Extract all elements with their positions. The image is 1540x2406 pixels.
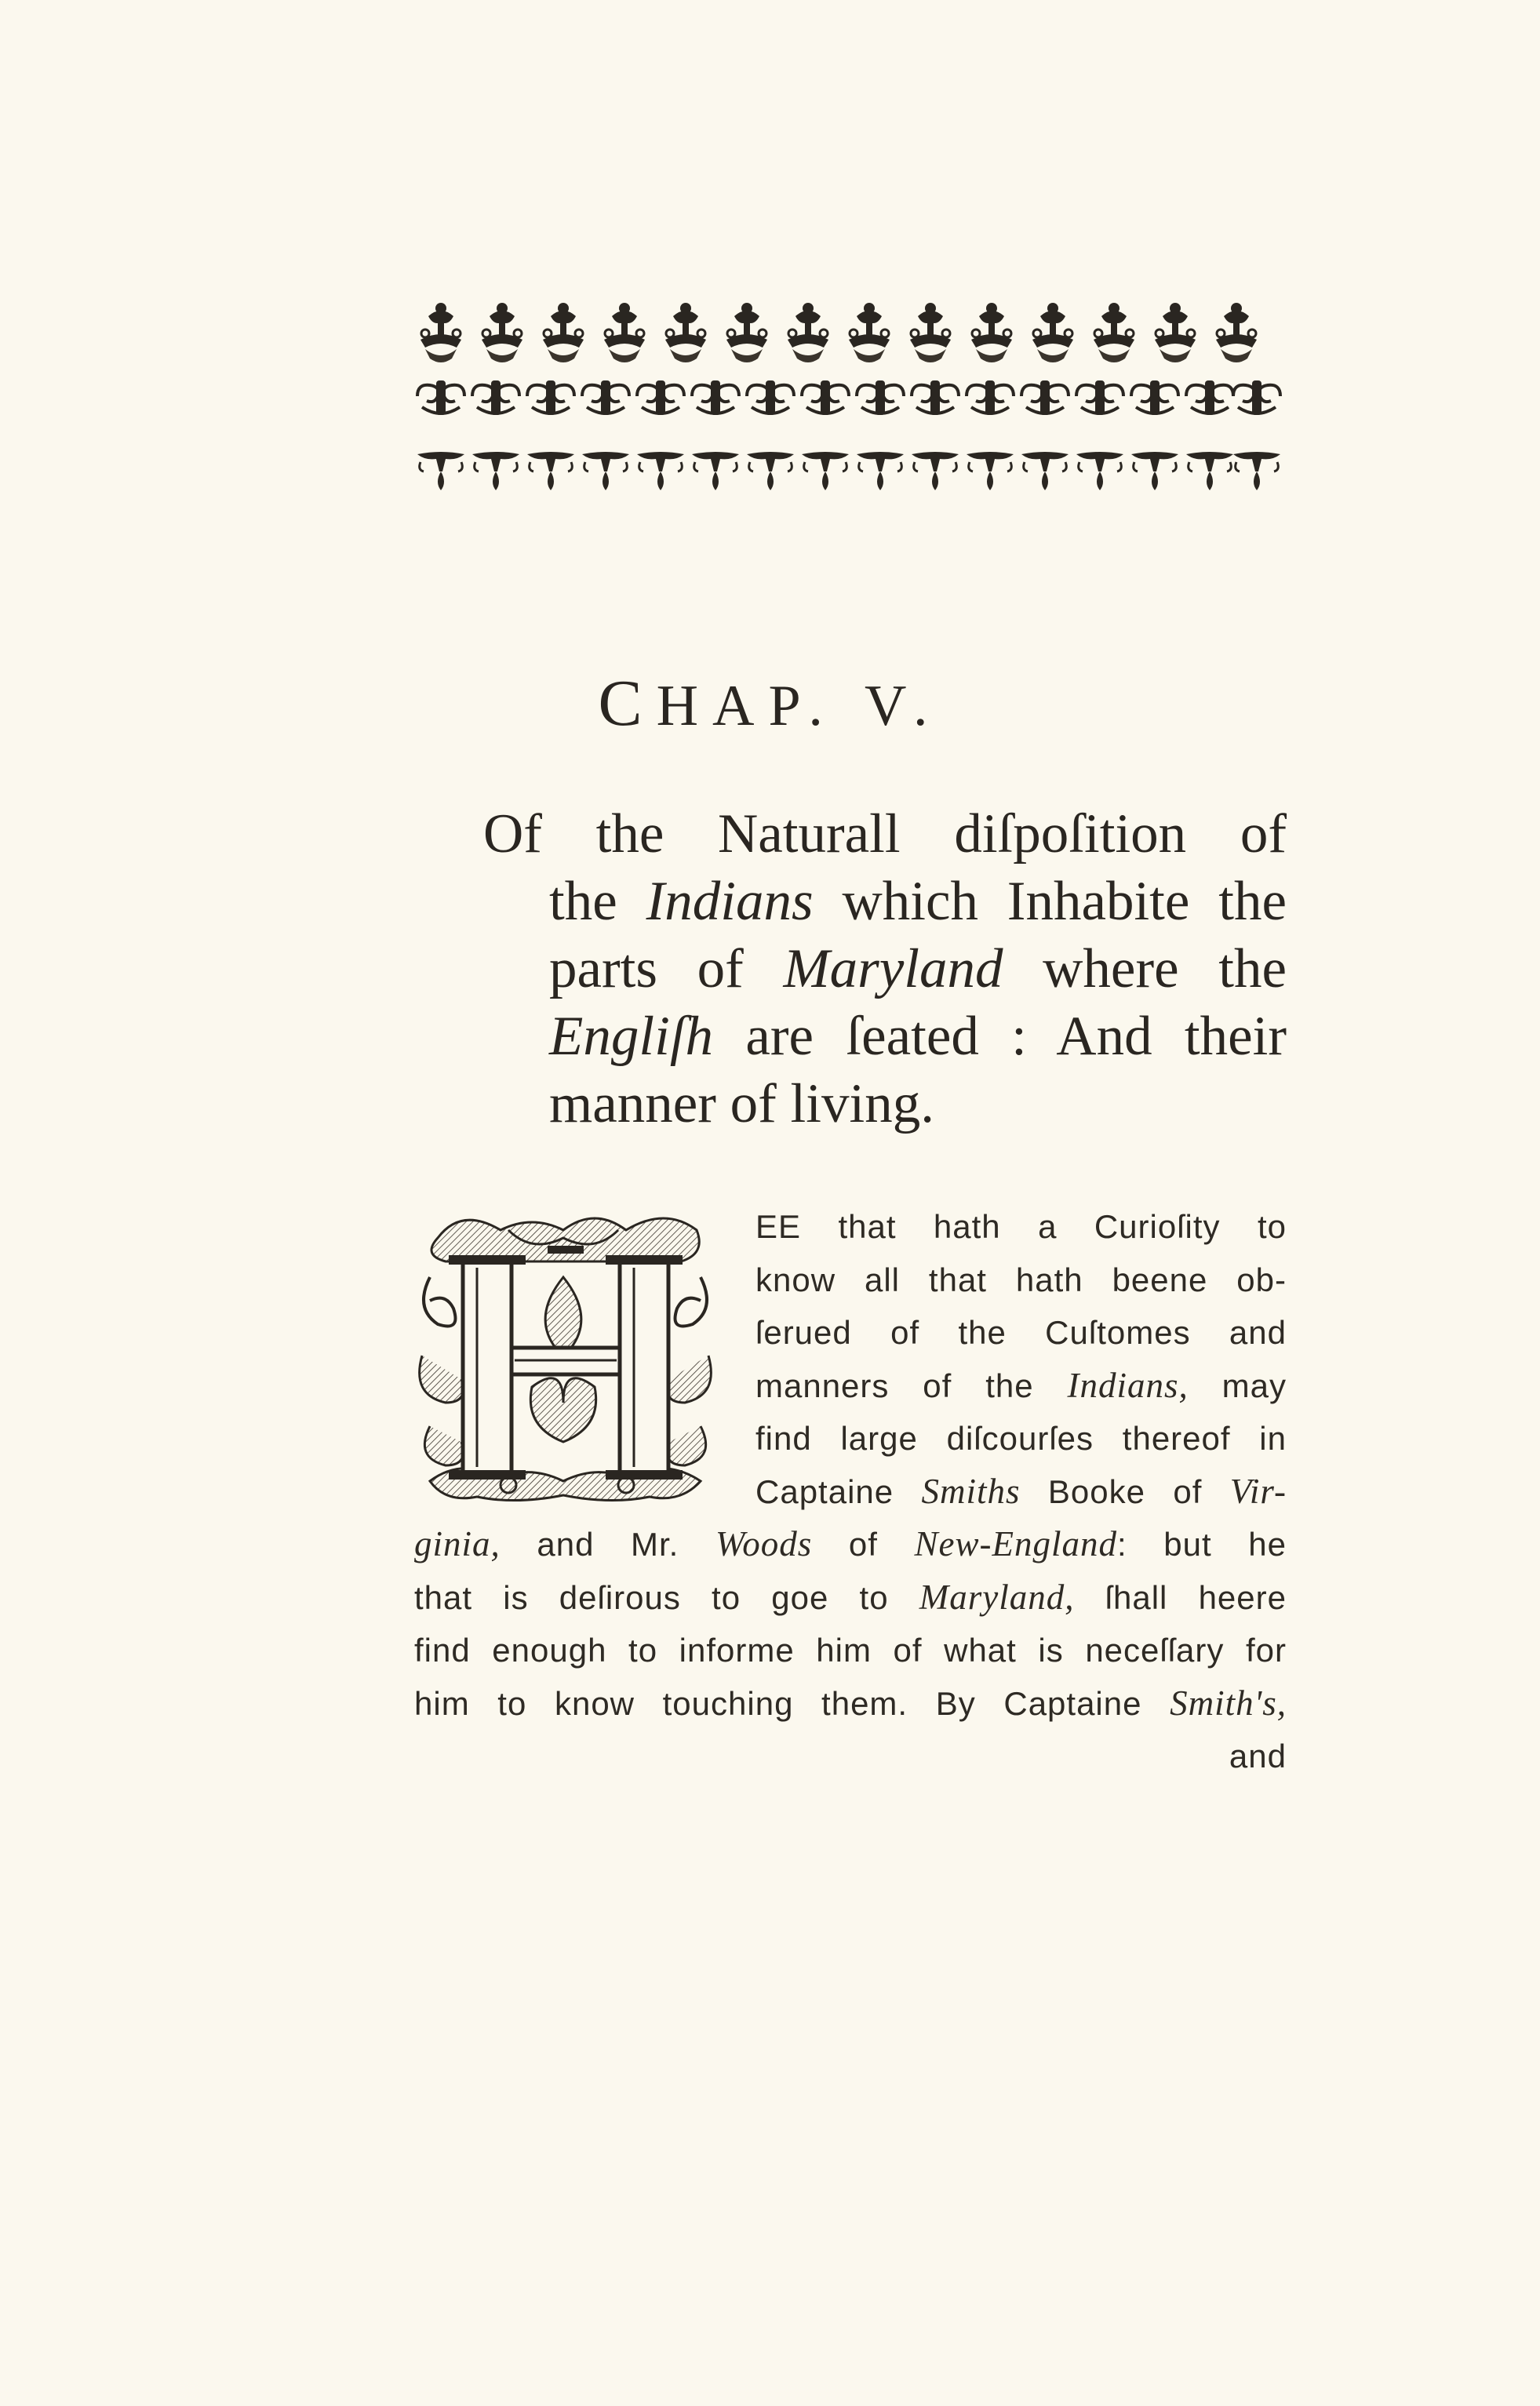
body-italic: Smiths bbox=[921, 1471, 1021, 1511]
body-italic: Indians, bbox=[1067, 1365, 1189, 1405]
title-italic: Indians bbox=[646, 871, 814, 932]
chapter-heading-rest: HAP. V. bbox=[656, 674, 942, 738]
body-line: ſerued of the Cuſtomes and bbox=[755, 1314, 1287, 1351]
body-italic: Smith's, bbox=[1170, 1683, 1287, 1723]
body-line bbox=[755, 1360, 1287, 1413]
body-line: EE that hath a Curioſity to bbox=[755, 1208, 1287, 1245]
title-line bbox=[549, 868, 1287, 935]
title-text: the bbox=[549, 871, 646, 932]
body-text: manners of the bbox=[755, 1367, 1068, 1404]
body-paragraph bbox=[414, 1200, 1287, 1783]
body-text: and Mr. bbox=[500, 1526, 715, 1563]
body-italic: Maryland, bbox=[919, 1577, 1075, 1617]
body-text: of bbox=[812, 1526, 915, 1563]
catchword: and bbox=[1229, 1738, 1287, 1774]
body-text: Captaine bbox=[755, 1472, 922, 1510]
body-italic: New-England bbox=[914, 1524, 1118, 1563]
body-line: find large diſcourſes thereof in bbox=[755, 1420, 1287, 1457]
body-line bbox=[414, 1677, 1287, 1731]
body-line: find enough to informe him of what is neceſſary for bbox=[414, 1632, 1287, 1669]
title-text: are ſeated : And their bbox=[713, 1006, 1287, 1067]
title-line: Of the Naturall diſpoſition of bbox=[483, 803, 1287, 864]
body-text: ſhall heere bbox=[1074, 1578, 1287, 1616]
title-text: where the bbox=[1003, 938, 1287, 999]
body-text: Booke of bbox=[1020, 1472, 1230, 1510]
body-line bbox=[755, 1465, 1287, 1519]
body-line bbox=[414, 1518, 1287, 1571]
body-italic: Woods bbox=[715, 1524, 813, 1563]
headpiece-ornament bbox=[414, 294, 1285, 514]
title-line: manner of living. bbox=[549, 1073, 934, 1134]
title-text: parts of bbox=[549, 938, 784, 999]
body-line: know all that hath beene ob- bbox=[755, 1261, 1287, 1298]
chapter-heading-initial: C bbox=[598, 667, 657, 740]
body-text: may bbox=[1188, 1367, 1287, 1404]
body-italic: ginia, bbox=[414, 1524, 501, 1563]
title-italic: Maryland bbox=[783, 938, 1003, 999]
title-line bbox=[549, 935, 1287, 1003]
body-text: him to know touching them. By Captaine bbox=[414, 1684, 1170, 1722]
body-line bbox=[414, 1571, 1287, 1625]
body-text: that is deſirous to goe to bbox=[414, 1578, 919, 1616]
title-line bbox=[549, 1003, 1287, 1070]
body-text: : but he bbox=[1117, 1526, 1287, 1563]
title-text: which Inhabite the bbox=[813, 871, 1287, 932]
chapter-heading bbox=[0, 667, 1540, 740]
body-italic: Vir- bbox=[1229, 1471, 1287, 1511]
title-italic: Engliſh bbox=[549, 1006, 714, 1067]
chapter-title bbox=[483, 800, 1287, 1137]
